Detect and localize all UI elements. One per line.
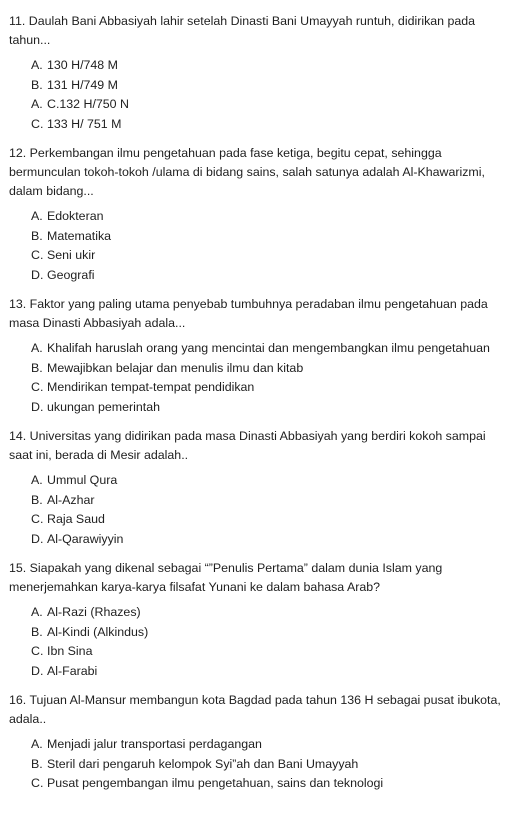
- answer-option[interactable]: [31, 774, 501, 794]
- option-letter: B.: [31, 624, 43, 639]
- option-letter: A.: [31, 473, 43, 488]
- answer-option[interactable]: [31, 662, 501, 682]
- question: [9, 559, 501, 681]
- answer-option[interactable]: [31, 491, 501, 511]
- option-letter: D.: [31, 267, 44, 282]
- question-text: 13. Faktor yang paling utama penyebab tumbuhnya peradaban ilmu pengetahuan pada masa Dinasti Abbasiyah adala...: [9, 297, 488, 330]
- option-letter: C.: [31, 776, 44, 791]
- question-text: 11. Daulah Bani Abbasiyah lahir setelah Dinasti Bani Umayyah runtuh, didirikan pada tahun...: [9, 14, 476, 47]
- option-letter: B.: [31, 228, 43, 243]
- option-text: 133 H/ 751 M: [47, 116, 122, 131]
- option-text: Edokteran: [47, 209, 104, 224]
- option-text: Matematika: [47, 228, 112, 243]
- option-text: 131 H/749 M: [47, 77, 118, 92]
- option-text: Ummul Qura: [47, 473, 118, 488]
- option-text: ukungan pemerintah: [47, 399, 160, 414]
- question-text: 12. Perkembangan ilmu pengetahuan pada fase ketiga, begitu cepat, sehingga bermunculan tokoh-tokoh /ulama di bidang sains, salah satunya adalah Al-Khawarizmi, dalam bidang...: [9, 146, 485, 198]
- answer-option[interactable]: [31, 378, 501, 398]
- option-letter: D.: [31, 663, 44, 678]
- option-text: Mewajibkan belajar dan menulis ilmu dan kitab: [47, 360, 304, 375]
- option-text: Al-Farabi: [47, 663, 98, 678]
- question: [9, 12, 501, 134]
- option-list: [9, 207, 501, 285]
- answer-option[interactable]: [31, 642, 501, 662]
- answer-option[interactable]: [31, 95, 501, 115]
- option-list: [9, 56, 501, 134]
- option-text: Al-Qarawiyyin: [47, 531, 124, 546]
- answer-option[interactable]: [31, 398, 501, 418]
- option-text: Al-Razi (Rhazes): [47, 605, 141, 620]
- answer-option[interactable]: [31, 227, 501, 247]
- answer-option[interactable]: [31, 246, 501, 266]
- answer-option[interactable]: [31, 603, 501, 623]
- option-text: Seni ukir: [47, 248, 96, 263]
- answer-option[interactable]: [31, 755, 501, 775]
- option-text: Ibn Sina: [47, 644, 93, 659]
- option-text: Geografi: [47, 267, 95, 282]
- option-text: Steril dari pengaruh kelompok Syi”ah dan Bani Umayyah: [47, 756, 359, 771]
- question-text: 14. Universitas yang didirikan pada masa Dinasti Abbasiyah yang berdiri kokoh sampai saat ini, berada di Mesir adalah..: [9, 429, 486, 462]
- option-letter: A.: [31, 58, 43, 73]
- answer-option[interactable]: [31, 530, 501, 550]
- option-letter: C.: [31, 644, 44, 659]
- answer-option[interactable]: [31, 207, 501, 227]
- option-letter: C.: [31, 116, 44, 131]
- option-letter: A.: [31, 737, 43, 752]
- option-text: Raja Saud: [47, 512, 105, 527]
- option-text: 130 H/748 M: [47, 58, 118, 73]
- option-letter: B.: [31, 360, 43, 375]
- option-list: [9, 735, 501, 794]
- question-text: 16. Tujuan Al-Mansur membangun kota Bagdad pada tahun 136 H sebagai pusat ibukota, adala..: [9, 693, 501, 726]
- option-text: C.132 H/750 N: [47, 97, 129, 112]
- option-text: Menjadi jalur transportasi perdagangan: [47, 737, 262, 752]
- question: [9, 427, 501, 549]
- option-letter: A.: [31, 341, 43, 356]
- option-text: Pusat pengembangan ilmu pengetahuan, sains dan teknologi: [47, 776, 384, 791]
- answer-option[interactable]: [31, 76, 501, 96]
- option-letter: C.: [31, 380, 44, 395]
- question-text: 15. Siapakah yang dikenal sebagai “”Penulis Pertama” dalam dunia Islam yang menerjemahkan karya-karya filsafat Yunani ke dalam bahasa Arab?: [9, 561, 443, 594]
- option-letter: A.: [31, 97, 43, 112]
- option-letter: D.: [31, 531, 44, 546]
- option-list: [9, 603, 501, 681]
- answer-option[interactable]: [31, 471, 501, 491]
- question: [9, 295, 501, 417]
- answer-option[interactable]: [31, 56, 501, 76]
- option-letter: D.: [31, 399, 44, 414]
- option-letter: B.: [31, 492, 43, 507]
- answer-option[interactable]: [31, 339, 501, 359]
- answer-option[interactable]: [31, 623, 501, 643]
- option-list: [9, 471, 501, 549]
- option-letter: C.: [31, 512, 44, 527]
- answer-option[interactable]: [31, 359, 501, 379]
- option-letter: B.: [31, 756, 43, 771]
- option-text: Mendirikan tempat-tempat pendidikan: [47, 380, 255, 395]
- question: [9, 691, 501, 794]
- option-letter: A.: [31, 209, 43, 224]
- answer-option[interactable]: [31, 510, 501, 530]
- answer-option[interactable]: [31, 115, 501, 135]
- option-letter: B.: [31, 77, 43, 92]
- option-list: [9, 339, 501, 417]
- option-text: Khalifah haruslah orang yang mencintai dan mengembangkan ilmu pengetahuan: [47, 341, 490, 356]
- option-text: Al-Kindi (Alkindus): [47, 624, 149, 639]
- option-letter: C.: [31, 248, 44, 263]
- answer-option[interactable]: [31, 266, 501, 286]
- option-text: Al-Azhar: [47, 492, 95, 507]
- question: [9, 144, 501, 285]
- answer-option[interactable]: [31, 735, 501, 755]
- option-letter: A.: [31, 605, 43, 620]
